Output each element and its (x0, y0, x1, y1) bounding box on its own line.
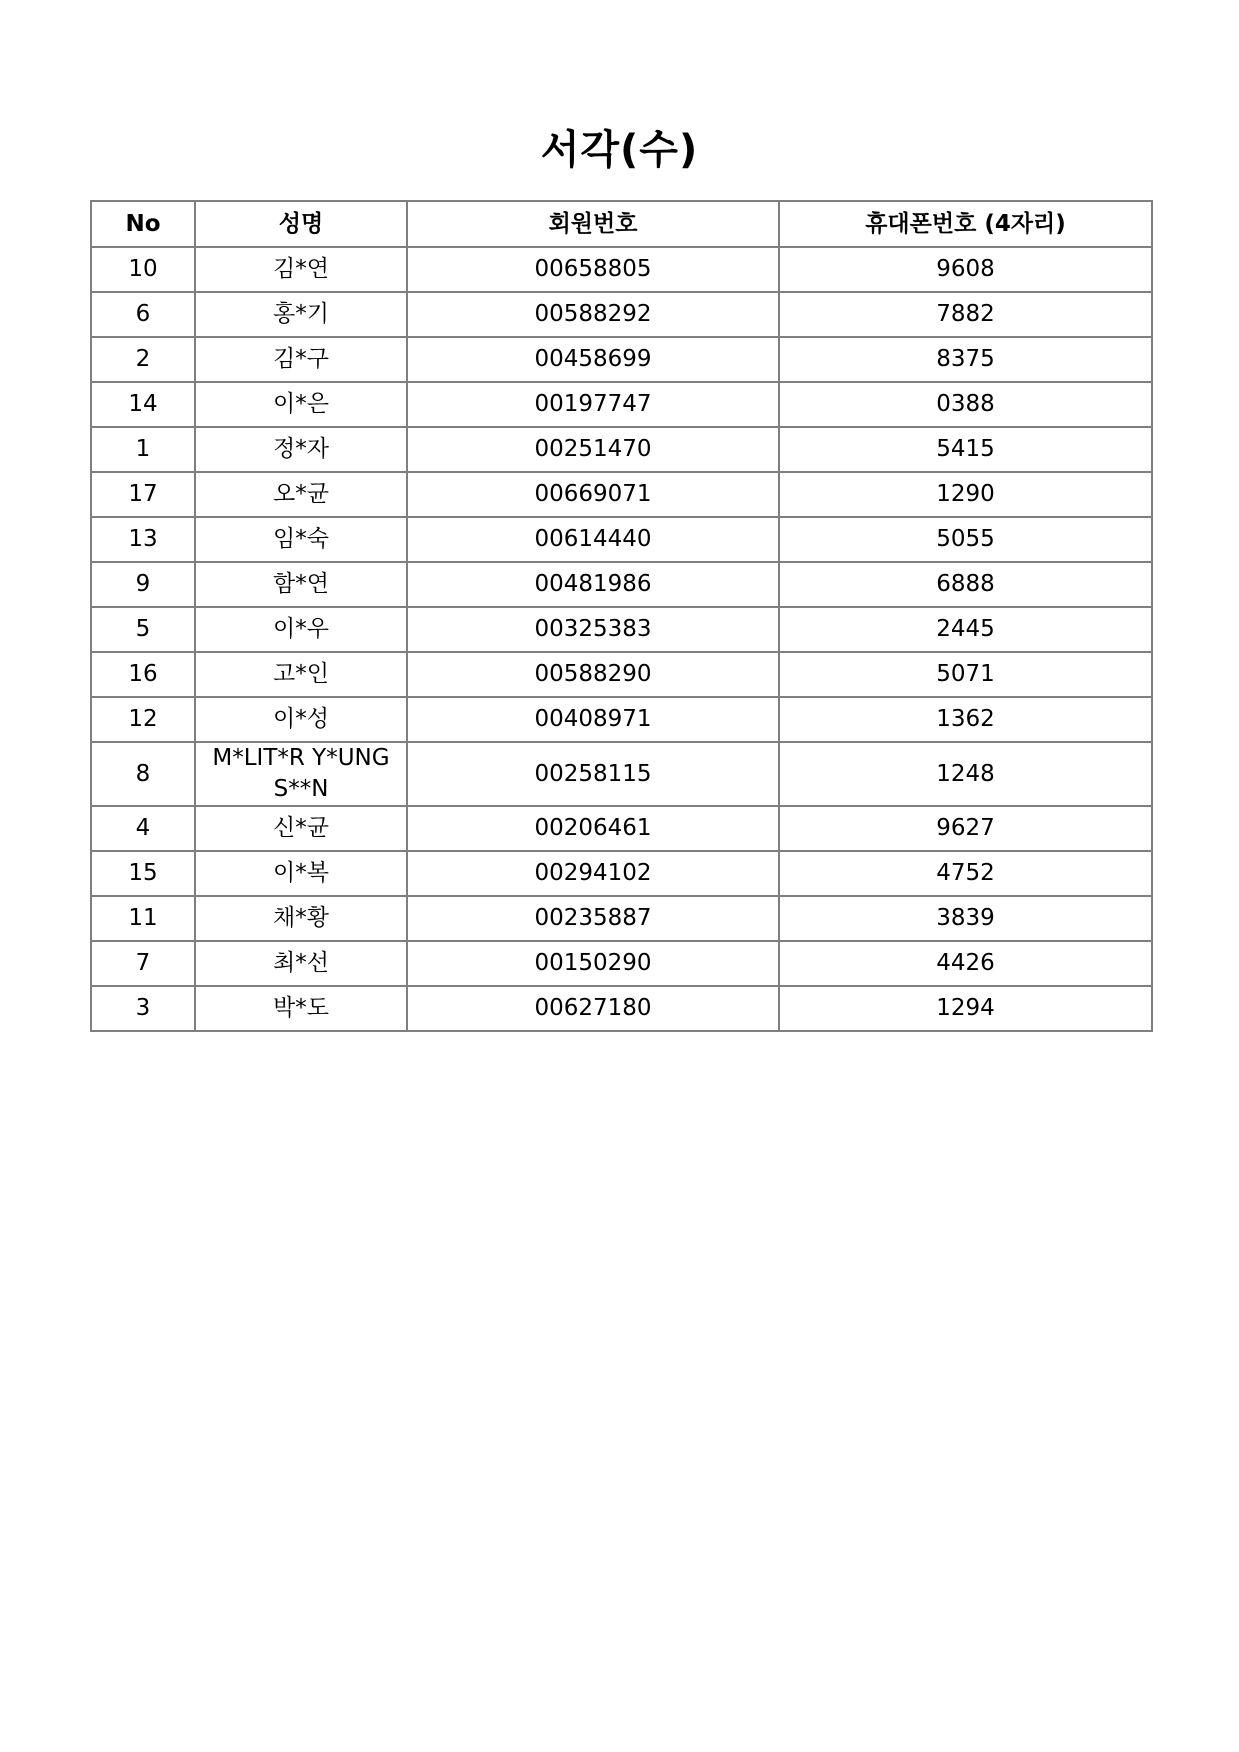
cell-phone: 6888 (779, 562, 1152, 607)
cell-no: 3 (91, 986, 195, 1031)
cell-member-number: 00294102 (407, 851, 779, 896)
table-row (91, 742, 1152, 806)
header-no: No (91, 201, 195, 247)
cell-name: 오*균 (195, 472, 407, 517)
cell-phone: 1248 (779, 742, 1152, 806)
header-row (91, 201, 1152, 247)
member-table (90, 200, 1153, 1032)
header-member-number: 회원번호 (407, 201, 779, 247)
cell-member-number: 00627180 (407, 986, 779, 1031)
cell-no: 5 (91, 607, 195, 652)
cell-name: 김*구 (195, 337, 407, 382)
cell-name: 임*숙 (195, 517, 407, 562)
cell-no: 4 (91, 806, 195, 851)
table-row (91, 607, 1152, 652)
cell-phone: 5071 (779, 652, 1152, 697)
table-row (91, 292, 1152, 337)
header-name: 성명 (195, 201, 407, 247)
table-row (91, 472, 1152, 517)
cell-name: M*LIT*R Y*UNG S**N (195, 742, 407, 806)
cell-member-number: 00658805 (407, 247, 779, 292)
page-title: 서각(수) (540, 127, 699, 173)
cell-phone: 5055 (779, 517, 1152, 562)
cell-phone: 9608 (779, 247, 1152, 292)
cell-member-number: 00588290 (407, 652, 779, 697)
cell-member-number: 00481986 (407, 562, 779, 607)
table-row (91, 427, 1152, 472)
cell-no: 9 (91, 562, 195, 607)
table-row (91, 517, 1152, 562)
cell-no: 17 (91, 472, 195, 517)
table-row (91, 851, 1152, 896)
cell-member-number: 00150290 (407, 941, 779, 986)
cell-member-number: 00197747 (407, 382, 779, 427)
table-row (91, 806, 1152, 851)
cell-member-number: 00325383 (407, 607, 779, 652)
table-row (91, 986, 1152, 1031)
table-row (91, 337, 1152, 382)
table-body (91, 247, 1152, 1031)
cell-member-number: 00408971 (407, 697, 779, 742)
cell-phone: 1362 (779, 697, 1152, 742)
cell-phone: 8375 (779, 337, 1152, 382)
cell-name: 신*균 (195, 806, 407, 851)
cell-phone: 2445 (779, 607, 1152, 652)
cell-no: 8 (91, 742, 195, 806)
cell-name: 함*연 (195, 562, 407, 607)
cell-name: 이*은 (195, 382, 407, 427)
cell-name: 홍*기 (195, 292, 407, 337)
header-phone-last4: 휴대폰번호 (4자리) (779, 201, 1152, 247)
cell-no: 10 (91, 247, 195, 292)
table-row (91, 652, 1152, 697)
cell-phone: 0388 (779, 382, 1152, 427)
table-row (91, 247, 1152, 292)
cell-no: 13 (91, 517, 195, 562)
cell-name: 박*도 (195, 986, 407, 1031)
cell-name: 이*복 (195, 851, 407, 896)
table-row (91, 697, 1152, 742)
cell-name: 고*인 (195, 652, 407, 697)
cell-no: 15 (91, 851, 195, 896)
table-row (91, 896, 1152, 941)
cell-no: 14 (91, 382, 195, 427)
cell-member-number: 00251470 (407, 427, 779, 472)
table-row (91, 382, 1152, 427)
cell-phone: 3839 (779, 896, 1152, 941)
cell-name: 김*연 (195, 247, 407, 292)
cell-member-number: 00614440 (407, 517, 779, 562)
cell-member-number: 00588292 (407, 292, 779, 337)
cell-name: 이*성 (195, 697, 407, 742)
table-row (91, 562, 1152, 607)
cell-name: 채*황 (195, 896, 407, 941)
cell-member-number: 00669071 (407, 472, 779, 517)
cell-phone: 1294 (779, 986, 1152, 1031)
cell-member-number: 00458699 (407, 337, 779, 382)
cell-phone: 4752 (779, 851, 1152, 896)
cell-no: 6 (91, 292, 195, 337)
cell-member-number: 00235887 (407, 896, 779, 941)
cell-name: 이*우 (195, 607, 407, 652)
cell-no: 1 (91, 427, 195, 472)
cell-phone: 5415 (779, 427, 1152, 472)
table-row (91, 941, 1152, 986)
cell-name: 정*자 (195, 427, 407, 472)
cell-no: 2 (91, 337, 195, 382)
cell-phone: 1290 (779, 472, 1152, 517)
table-header (91, 201, 1152, 247)
cell-name: 최*선 (195, 941, 407, 986)
cell-no: 16 (91, 652, 195, 697)
cell-phone: 7882 (779, 292, 1152, 337)
cell-no: 7 (91, 941, 195, 986)
cell-phone: 4426 (779, 941, 1152, 986)
cell-no: 12 (91, 697, 195, 742)
cell-no: 11 (91, 896, 195, 941)
cell-member-number: 00258115 (407, 742, 779, 806)
cell-member-number: 00206461 (407, 806, 779, 851)
cell-phone: 9627 (779, 806, 1152, 851)
